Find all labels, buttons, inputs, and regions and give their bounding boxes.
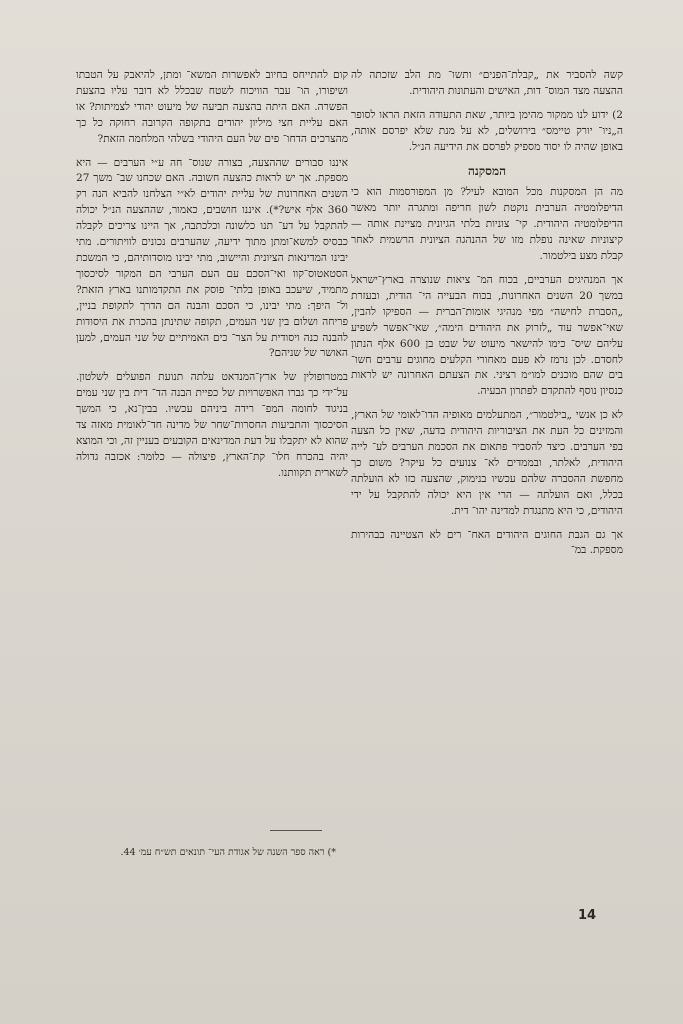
left-column xyxy=(76,68,348,490)
right-paragraph-4: אך המנהיגים הערביים, בכוח המ־ ציאות שנוצרה בארץ־ישראל במשך 20 השנים האחרונות, בכוח הבעייה הי־ הודית, ובעזרת „הסברת לחישה״ מפי מנהיגי אומות־הברית — הספיקו להבין, שאי־אפשר עוד „לזרוק את היהודים הימה״, שאי־אפשר לשפיע עליהם שיס־ כימו להישאר מיעוט של שבט בן 600 אלף הנתון לחסדם. לכן נרמז לא פעם מאחורי הקלעים מחוגים ערבים חשו־ בים שהם מוכנים למו״מ רציני. את הצעתם האחרונה יש לראות כנסיון נוסף להתקדם לפתרון הבעיה. xyxy=(351,273,624,398)
footnote-divider xyxy=(270,830,322,831)
right-paragraph-2: 2) ידוע לנו ממקור מהימן ביותר, שאת התעודה הזאת הראו לסופר ה„ניו־ יורק טיימס״ בירושלים, לא על מנת שלא יפרסם אותה, באופן שהיה לו יסוד מספיק לפרסם את הידיעה הנ״ל. xyxy=(351,108,624,153)
section-heading: המסקנה xyxy=(467,163,507,178)
right-paragraph-1: קשה להסביר את „קבלת־הפנים״ ותשו־ מת הלב שזכתה לה ההצעה מצד המוס־ דות, האישים והעתונות היהודית. xyxy=(351,69,623,97)
left-paragraph-3: במטרופולין של ארץ־המנדאט עלתה תנועת הפועלים לשלטון. על־ידי כך גברו האפשרויות של כפיית הבנה הד־ דית בין שני עמים בניגוד לחומה המפ־ רידה ביניהם עכשיו. בבין־נא, כי המשך הסיכסוך והתביעות החסרות־שחר של מדינה חד־לאומית מאזה צד שהוא לא יתקבלו על דעת המדינאים הקובעים בעניין זה, וכי המוצא יהיה בהכרח חלו־ קת־הארץ, פיצולה — כלומר: אכזבה גדולה לשארית תקוותנו. xyxy=(76,371,348,479)
right-paragraph-5: לא כן אנשי „בילטמור״, המתעלמים מאופיה הדו־לאומי של הארץ, והמזינים כל העת את הציבוריות היהודית בדעה, שאין כל הצעה בפי הערבים. כיצד להסביר פתאום את הסכמת הערבים לע־ לייה היהודית, לאלתר, ובממדים לא־ צנועים כל עיקר? משום כך מחפשת ההסברה שלהם עכשיו בנימוק, שהצעה כזו לא הועלתה בכלל, ואם הועלתה — הרי אין היא יכולה להתקבל על ידי היהודים, כי היא מתנגדת למדינה יהו־ דית. xyxy=(351,409,623,517)
page-number: 14 xyxy=(578,908,597,923)
left-paragraph-1: קום להתייחס בחיוב לאפשרות המשא־ ומתן, להיאבק על הטבתו ושיפורו, הו־ עבר הוויכוח לשטח שבכלל לא דובר עליו בהצעת הפשרה. האם היתה בהצעה תביעה של מיעוט יהודי לצמיתות? או האם עליית חצי מיליון יהודים בתקופה הקרובה רחוקה כל כך מהצרכים הדחו־ פים של העם היהודי בשלהי המלחמה הזאת? xyxy=(76,69,348,145)
left-paragraph-2: איננו סבורים שההצעה, בצורה שנוס־ חה ע״י הערבים — היא מספקת. אך יש לראות כהצעה חשובה. האם שכחנו שב־ משך 27 השנים האחרונות של עליית יהודים לא״י הצלחנו להביא הנה רק 360 אלף איש?*). איננו חושבים, כאמור, שההצעה הנ״ל יכולה להתקבל על דע־ תנו כלשונה וכלכתבה, אך היינו צריכים לקבלה כבסיס למשא־ומתן מתוך ידיעה, שהערבים נכונים לוויתורים. מתי יבינו המדינאות הציונית והיישוב, מתי יבינו מוסדותיהם, כי המשכת הסטאטוס־קוו ואי־הסכם עם העם הערבי הם המקור לסיכסוך מתמיד, שיעכב באופן בלתי־ פוסק את התקדמותנו בארץ הזאת? ול־ היפך: מתי יבינו, כי הסכם והבנה הם הדרך לתקופת בניין, פריחה ושלום בין שני העמים, תקופה שתינתן בהכרת את היסודות להבנה כנה ויסודית על הצר־ כים האמיתיים של שני העמים, למען האושר של שניהם? xyxy=(76,156,348,360)
right-paragraph-6: אך גם הגבת החוגים היהודים האח־ רים לא הצטיינה בבהירות מספקת. במ־ xyxy=(351,528,623,557)
footnote: *) ראה ספר השנה של אגודת העי־ תונאים תש״ח עמ׳ 44. xyxy=(120,847,336,858)
right-column xyxy=(351,68,623,567)
right-paragraph-3: מה הן המסקנות מכל המובא לעיל? מן המפורסמות הוא כי הדיפלומטיה הערבית נוקטת לשון חריפה ומתגרה יותר מאשר הדיפלומטיה היהודית. קי־ צוניות בלתי הגיונית מציינת אותה — קיצוניות שאינה נופלת מזו של ההנהגה הציונית הרשמית לאחר קבלת מצע בילטמור. xyxy=(351,186,623,263)
